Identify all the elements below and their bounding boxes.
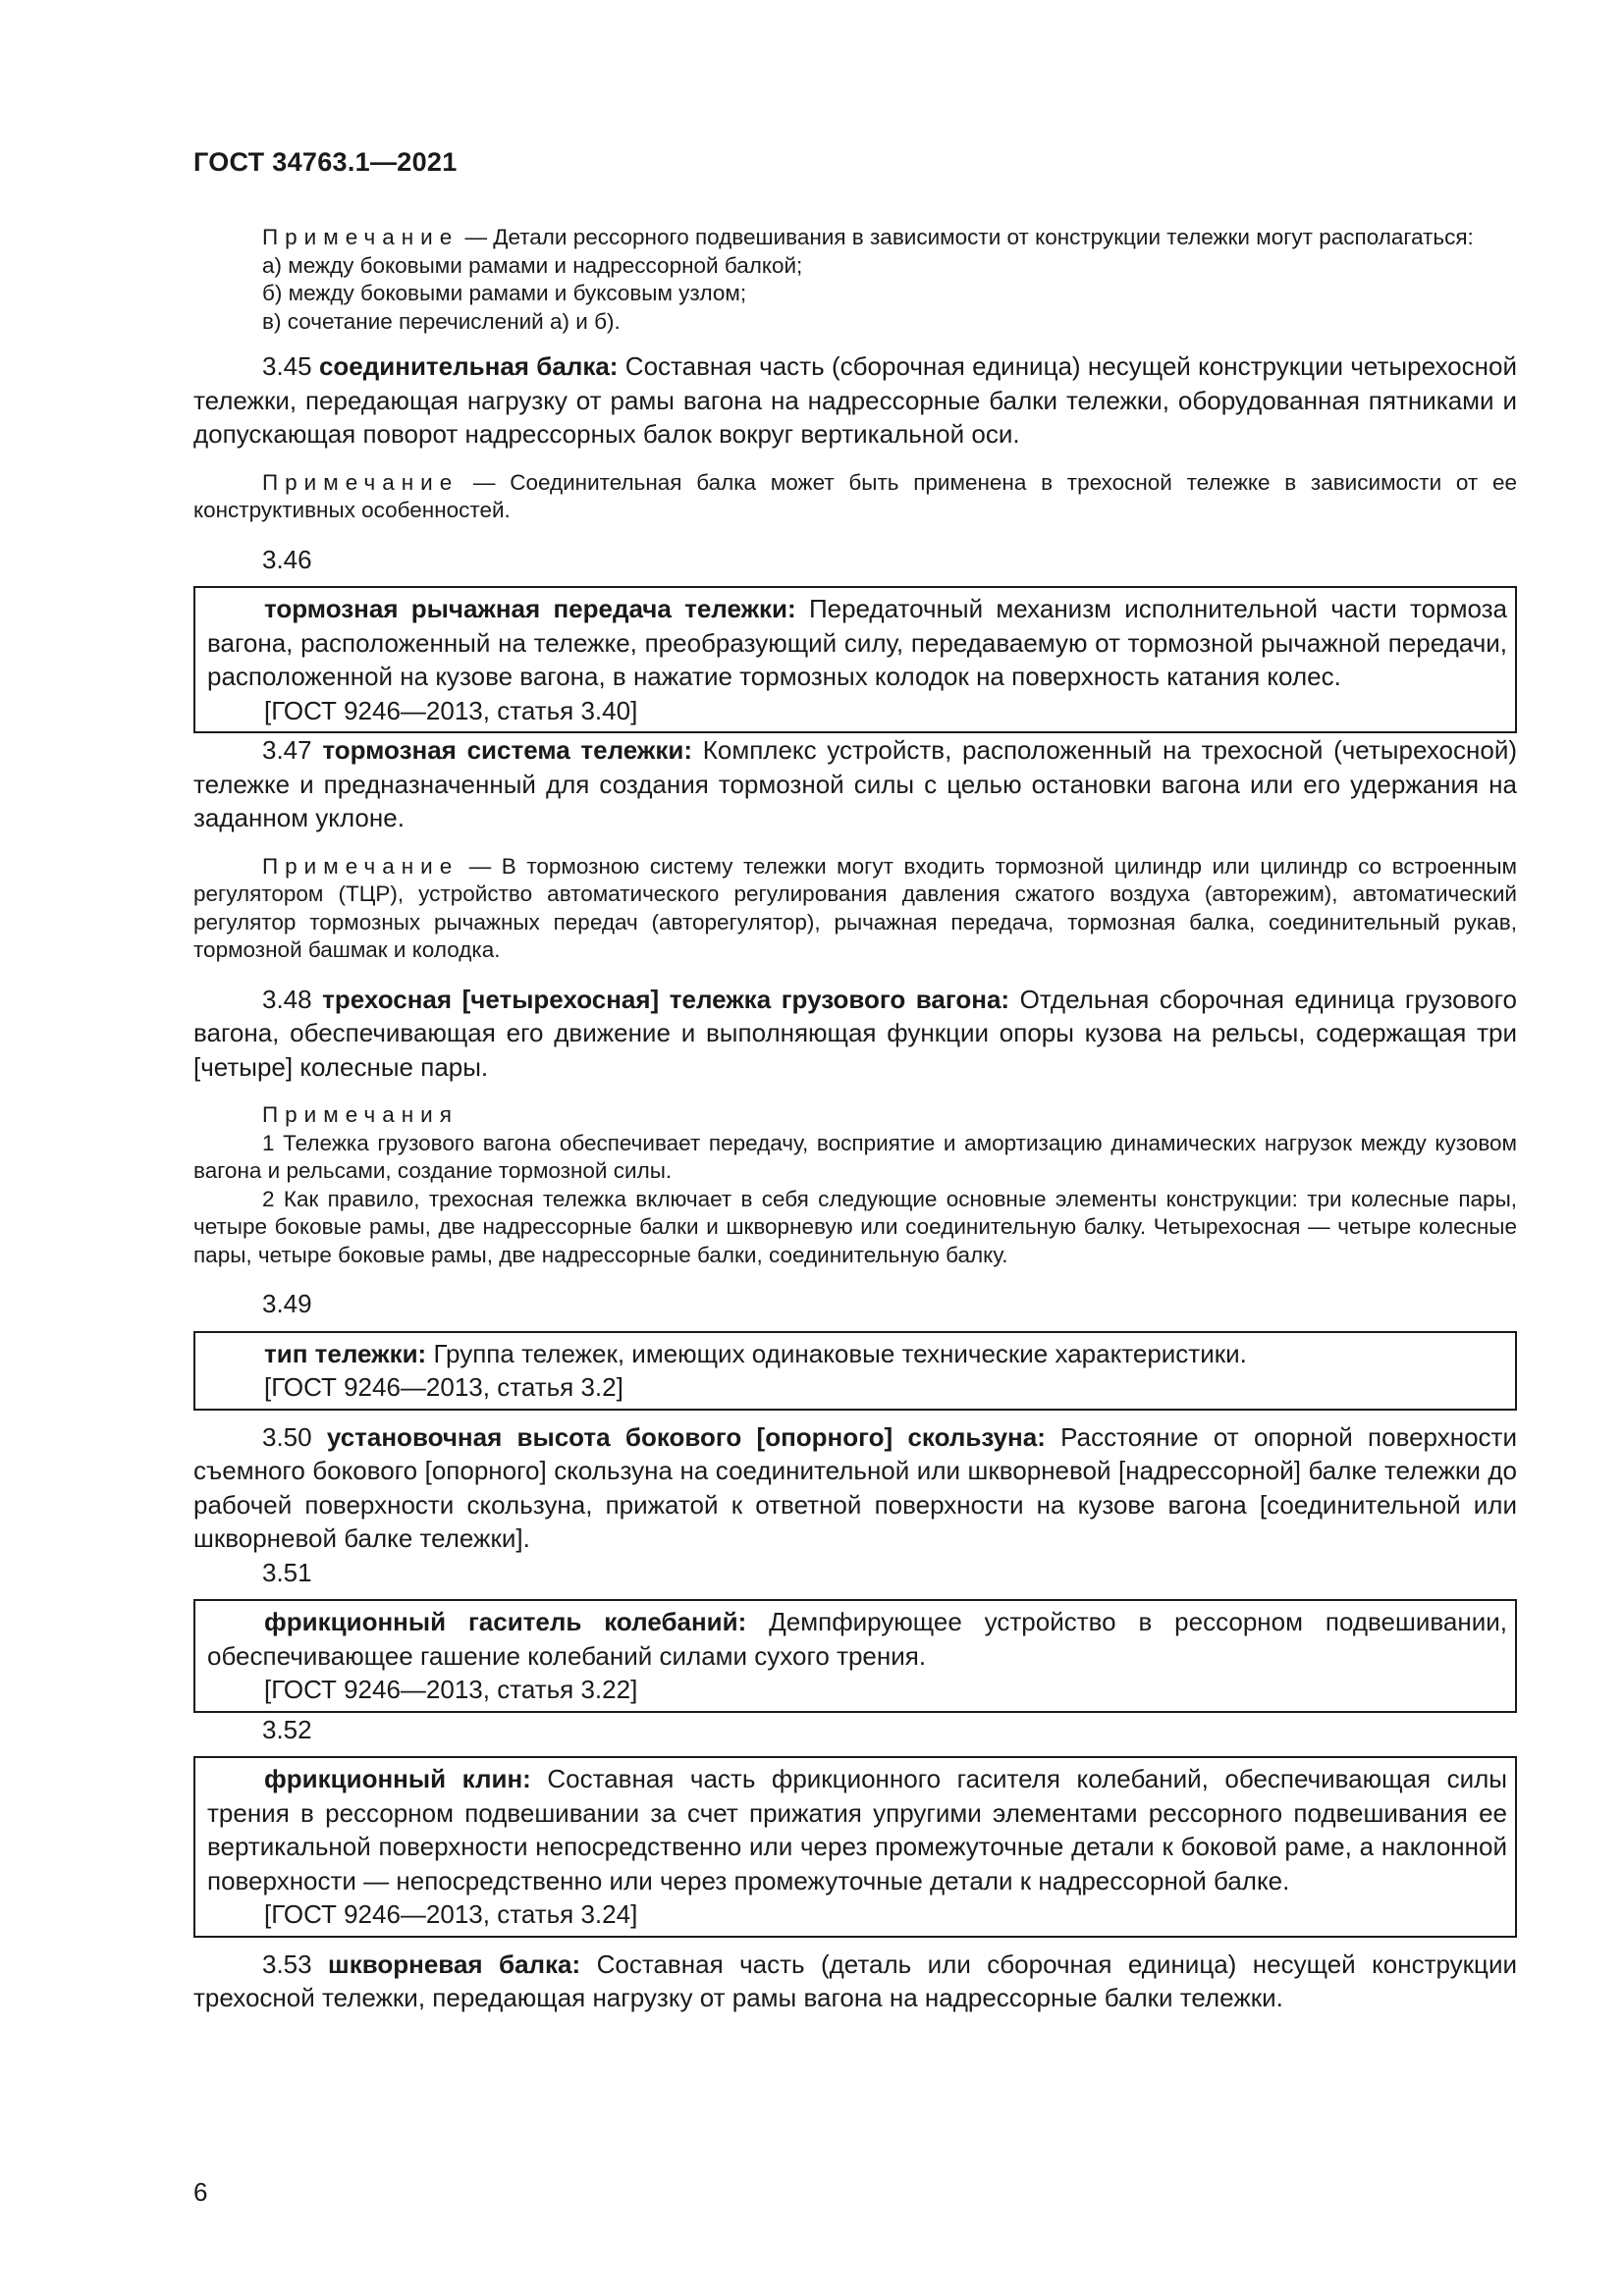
- list-item: б) между боковыми рамами и буксовым узлом;: [262, 281, 747, 305]
- term-reference: [ГОСТ 9246—2013, статья 3.24]: [264, 1899, 638, 1929]
- term-name: тормозная система тележки:: [322, 735, 692, 765]
- term-name: шкворневая балка:: [328, 1949, 581, 1979]
- term-box-3-51: [193, 1599, 1517, 1713]
- term-number-3-49: 3.49: [262, 1289, 312, 1318]
- note-item-1: 1 Тележка грузового вагона обеспечивает передачу, восприятие и амортизацию динамических нагрузок между кузовом вагона и рельсами, создание тормозной силы.: [193, 1130, 1517, 1183]
- term-definition: Составная часть фрикционного гасителя колебаний, обеспечивающая силы трения в рессорном подвешивании за счет прижатия упругими элементами рессорного подвешивания ее вертикальной поверхности непосредственно или через промежуточные детали к боковой раме, а наклонной поверхности — непосредственно или через промежуточные детали к надрессорной балке.: [207, 1764, 1507, 1896]
- term-definition: Отдельная сборочная единица грузового вагона, обеспечивающая его движение и выполняющая функции опоры кузова на рельсы, содержащая три [четыре] колесные пары.: [193, 984, 1517, 1082]
- term-name: соединительная балка:: [318, 351, 619, 381]
- term-3-48: [193, 983, 1517, 1085]
- term-definition: Расстояние от опорной поверхности съемного бокового [опорного] скользуна на соединительной или шкворневой [надрессорной] балке тележки до рабочей поверхности скользуна, прижатой к ответной поверхности на кузове вагона [соединительной или шкворневой балке тележки].: [193, 1421, 1517, 1553]
- note-tormoznaya: [193, 853, 1517, 965]
- term-definition: Составная часть (сборочная единица) несущей конструкции четырехосной тележки, передающая нагрузку от рамы вагона на надрессорные балки тележки, оборудованная пятниками и допускающая поворот надрессорных балок вокруг вертикальной оси.: [193, 351, 1517, 449]
- page-number: 6: [193, 2177, 208, 2207]
- term-definition: Демпфирующее устройство в рессорном подвешивании, обеспечивающее гашение колебаний силами сухого трения.: [207, 1607, 1507, 1671]
- note-text: — Соединительная балка может быть применена в трехосной тележке в зависимости от ее конструктивных особенностей.: [193, 469, 1517, 522]
- term-definition: Комплекс устройств, расположенный на трехосной (четырехосной) тележке и предназначенный для создания тормозной силы с целью остановки вагона или его удержания на заданном уклоне.: [193, 735, 1518, 832]
- notes-label: Примечания: [262, 1102, 459, 1127]
- term-name: тип тележки:: [264, 1338, 427, 1368]
- term-box-3-46: [193, 586, 1517, 733]
- document-header: ГОСТ 34763.1—2021: [193, 147, 458, 177]
- term-3-50: [193, 1420, 1517, 1556]
- note-text: — В тормозною систему тележки могут входить тормозной цилиндр или цилиндр со встроенным регулятором (ТЦР), устройство автоматического регулирования давления сжатого воздуха (авторежим), автоматический регулятор тормозных рычажных передач (авторегулятор), рычажная передача, тормозная балка, соединительный рукав, тормозной башмак и колодка.: [193, 853, 1517, 962]
- list-item: а) между боковыми рамами и надрессорной балкой;: [262, 252, 803, 278]
- note-text: — Детали рессорного подвешивания в зависимости от конструкции тележки могут располагаться:: [459, 225, 1474, 249]
- term-definition: Составная часть (деталь или сборочная единица) несущей конструкции трехосной тележки, передающая нагрузку от рамы вагона на надрессорные балки тележки.: [193, 1949, 1517, 2012]
- note-soedinitelnaya: [193, 469, 1517, 525]
- note-label: Примечание: [262, 853, 460, 879]
- term-3-53: [193, 1948, 1517, 2015]
- term-name: фрикционный клин:: [264, 1764, 531, 1793]
- term-reference: [ГОСТ 9246—2013, статья 3.40]: [264, 695, 638, 725]
- term-3-47: [193, 733, 1517, 835]
- term-definition: Передаточный механизм исполнительной части тормоза вагона, расположенный на тележке, преобразующий силу, передаваемую от тормозной рычажной передачи, расположенной на кузове вагона, в нажатие тормозных колодок на поверхность катания колес.: [207, 594, 1508, 691]
- term-box-3-49: [193, 1331, 1517, 1411]
- term-number: 3.50: [262, 1421, 312, 1452]
- note-label: Примечание: [262, 469, 460, 495]
- term-reference: [ГОСТ 9246—2013, статья 3.22]: [264, 1675, 638, 1704]
- list-item: в) сочетание перечислений а) и б).: [262, 308, 621, 334]
- note-item-2: 2 Как правило, трехосная тележка включает в себя следующие основные элементы конструкции: три колесные пары, четыре боковые рамы, две надрессорные балки и шкворневую или соединительную балку. Четырехосная — четыре колесные пары, четыре боковые рамы, две надрессорные балки, соединительную балку.: [193, 1186, 1517, 1267]
- term-number: 3.53: [262, 1949, 312, 1979]
- term-number-3-46: 3.46: [262, 544, 312, 574]
- page-content: [193, 224, 1517, 2015]
- term-name: установочная высота бокового [опорного] скользуна:: [326, 1421, 1046, 1452]
- term-number-3-52: 3.52: [262, 1714, 312, 1744]
- note-label: Примечание: [262, 225, 460, 249]
- note-detali: [193, 224, 1517, 252]
- term-number-3-51: 3.51: [262, 1557, 312, 1587]
- term-name: тормозная рычажная передача тележки:: [264, 594, 796, 623]
- term-box-3-52: [193, 1756, 1517, 1938]
- term-name: трехосная [четырехосная] тележка грузового вагона:: [322, 984, 1010, 1014]
- term-number: 3.45: [262, 351, 312, 381]
- term-name: фрикционный гаситель колебаний:: [264, 1607, 747, 1636]
- term-number: 3.48: [262, 984, 312, 1014]
- term-3-45: [193, 349, 1517, 452]
- term-reference: [ГОСТ 9246—2013, статья 3.2]: [264, 1372, 623, 1402]
- term-number: 3.47: [262, 735, 312, 765]
- term-definition: Группа тележек, имеющих одинаковые технические характеристики.: [426, 1338, 1247, 1368]
